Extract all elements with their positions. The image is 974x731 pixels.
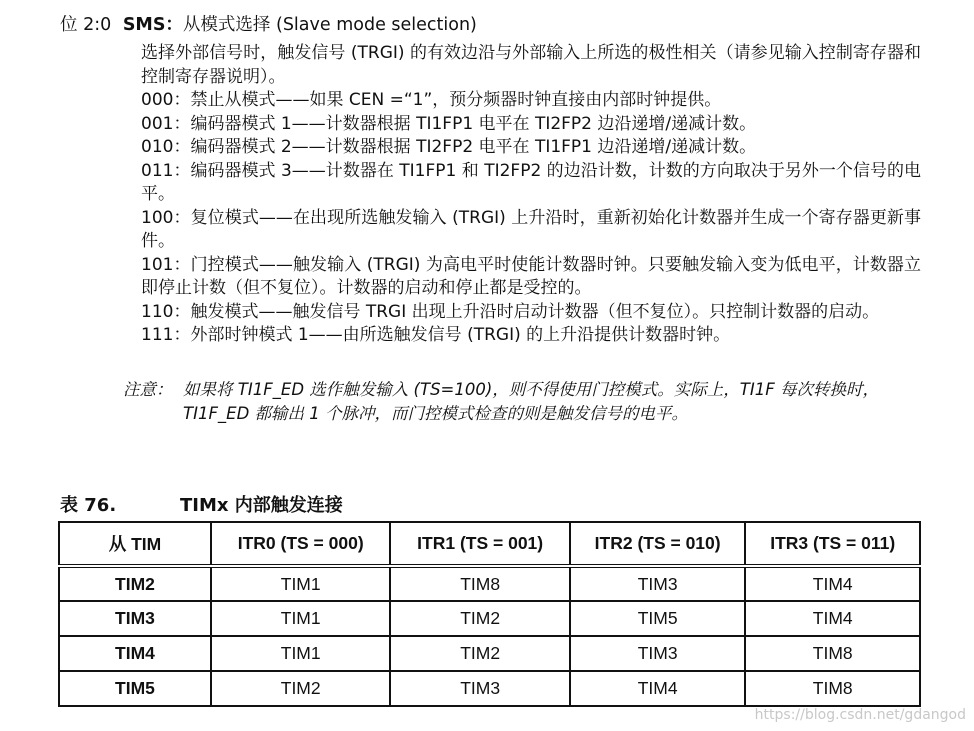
table-header-cell: ITR1 (TS = 001)	[390, 522, 569, 566]
note-text: 如果将 TI1F_ED 选作触发输入 (TS=100)，则不得使用门控模式。实际上，TI1F 每次转换时，TI1F_ED 都输出 1 个脉冲，而门控模式检查的则是触发信号的电平。	[183, 380, 879, 423]
description-text: 选择外部信号时，触发信号 (TRGI) 的有效边沿与外部输入上所选的极性相关（请参见输入控制寄存器和控制寄存器说明）。	[141, 43, 921, 87]
table-cell: TIM5	[59, 671, 211, 706]
mode-item: 111：外部时钟模式 1——由所选触发信号 (TRGI) 的上升沿提供计数器时钟。	[141, 325, 731, 345]
bit-range: 位 2:0	[60, 15, 112, 35]
table-row	[59, 636, 920, 671]
table-cell: TIM4	[745, 601, 920, 636]
bit-field-description	[141, 42, 921, 348]
table-cell: TIM4	[570, 671, 746, 706]
table-cell: TIM2	[211, 671, 390, 706]
table-title: TIMx 内部触发连接	[180, 495, 343, 516]
table-cell: TIM8	[745, 636, 920, 671]
table-cell: TIM3	[570, 636, 746, 671]
table-header-cell: ITR2 (TS = 010)	[570, 522, 746, 566]
bit-field-name: SMS：	[122, 15, 183, 35]
table-row	[59, 566, 920, 601]
table-cell: TIM1	[211, 636, 390, 671]
table-cell: TIM4	[745, 566, 920, 601]
table-cell: TIM2	[59, 566, 211, 601]
table-header-cell: 从 TIM	[59, 522, 211, 566]
table-cell: TIM2	[390, 601, 569, 636]
table-number: 表 76.	[60, 495, 117, 516]
table-cell: TIM5	[570, 601, 746, 636]
table-row	[59, 671, 920, 706]
note-label: 注意：	[123, 380, 173, 399]
mode-item: 011：编码器模式 3——计数器在 TI1FP1 和 TI2FP2 的边沿计数，计数的方向取决于另外一个信号的电平。	[141, 160, 921, 204]
table-cell: TIM2	[390, 636, 569, 671]
watermark-url: https://blog.csdn.net/gdangod	[754, 707, 966, 723]
table-cell: TIM8	[390, 566, 569, 601]
internal-trigger-table	[58, 521, 921, 707]
table-cell: TIM1	[211, 566, 390, 601]
mode-item: 100：复位模式——在出现所选触发输入 (TRGI) 上升沿时，重新初始化计数器并生成一个寄存器更新事件。	[141, 207, 921, 251]
mode-item: 110：触发模式——触发信号 TRGI 出现上升沿时启动计数器（但不复位）。只控制计数器的启动。	[141, 301, 880, 322]
bit-field-heading	[60, 13, 477, 37]
mode-item: 001：编码器模式 1——计数器根据 TI1FP1 电平在 TI2FP2 边沿递增/递减计数。	[141, 113, 757, 134]
note-block	[123, 378, 923, 426]
mode-item: 101：门控模式——触发输入 (TRGI) 为高电平时使能计数器时钟。只要触发输入变为低电平，计数器立即停止计数（但不复位）。计数器的启动和停止都是受控的。	[141, 254, 921, 298]
table-row	[59, 601, 920, 636]
table-cell: TIM3	[570, 566, 746, 601]
table-header-cell: ITR3 (TS = 011)	[745, 522, 920, 566]
table-cell: TIM1	[211, 601, 390, 636]
table-caption	[60, 494, 343, 518]
table-cell: TIM4	[59, 636, 211, 671]
table-cell: TIM8	[745, 671, 920, 706]
mode-item: 000：禁止从模式——如果 CEN =“1”，预分频器时钟直接由内部时钟提供。	[141, 90, 722, 110]
table-cell: TIM3	[59, 601, 211, 636]
mode-item: 010：编码器模式 2——计数器根据 TI2FP2 电平在 TI1FP1 边沿递增/递减计数。	[141, 137, 757, 157]
table-header-cell: ITR0 (TS = 000)	[211, 522, 390, 566]
table-header-row	[59, 522, 920, 566]
table-cell: TIM3	[390, 671, 569, 706]
bit-field-title: 从模式选择 (Slave mode selection)	[182, 15, 477, 35]
